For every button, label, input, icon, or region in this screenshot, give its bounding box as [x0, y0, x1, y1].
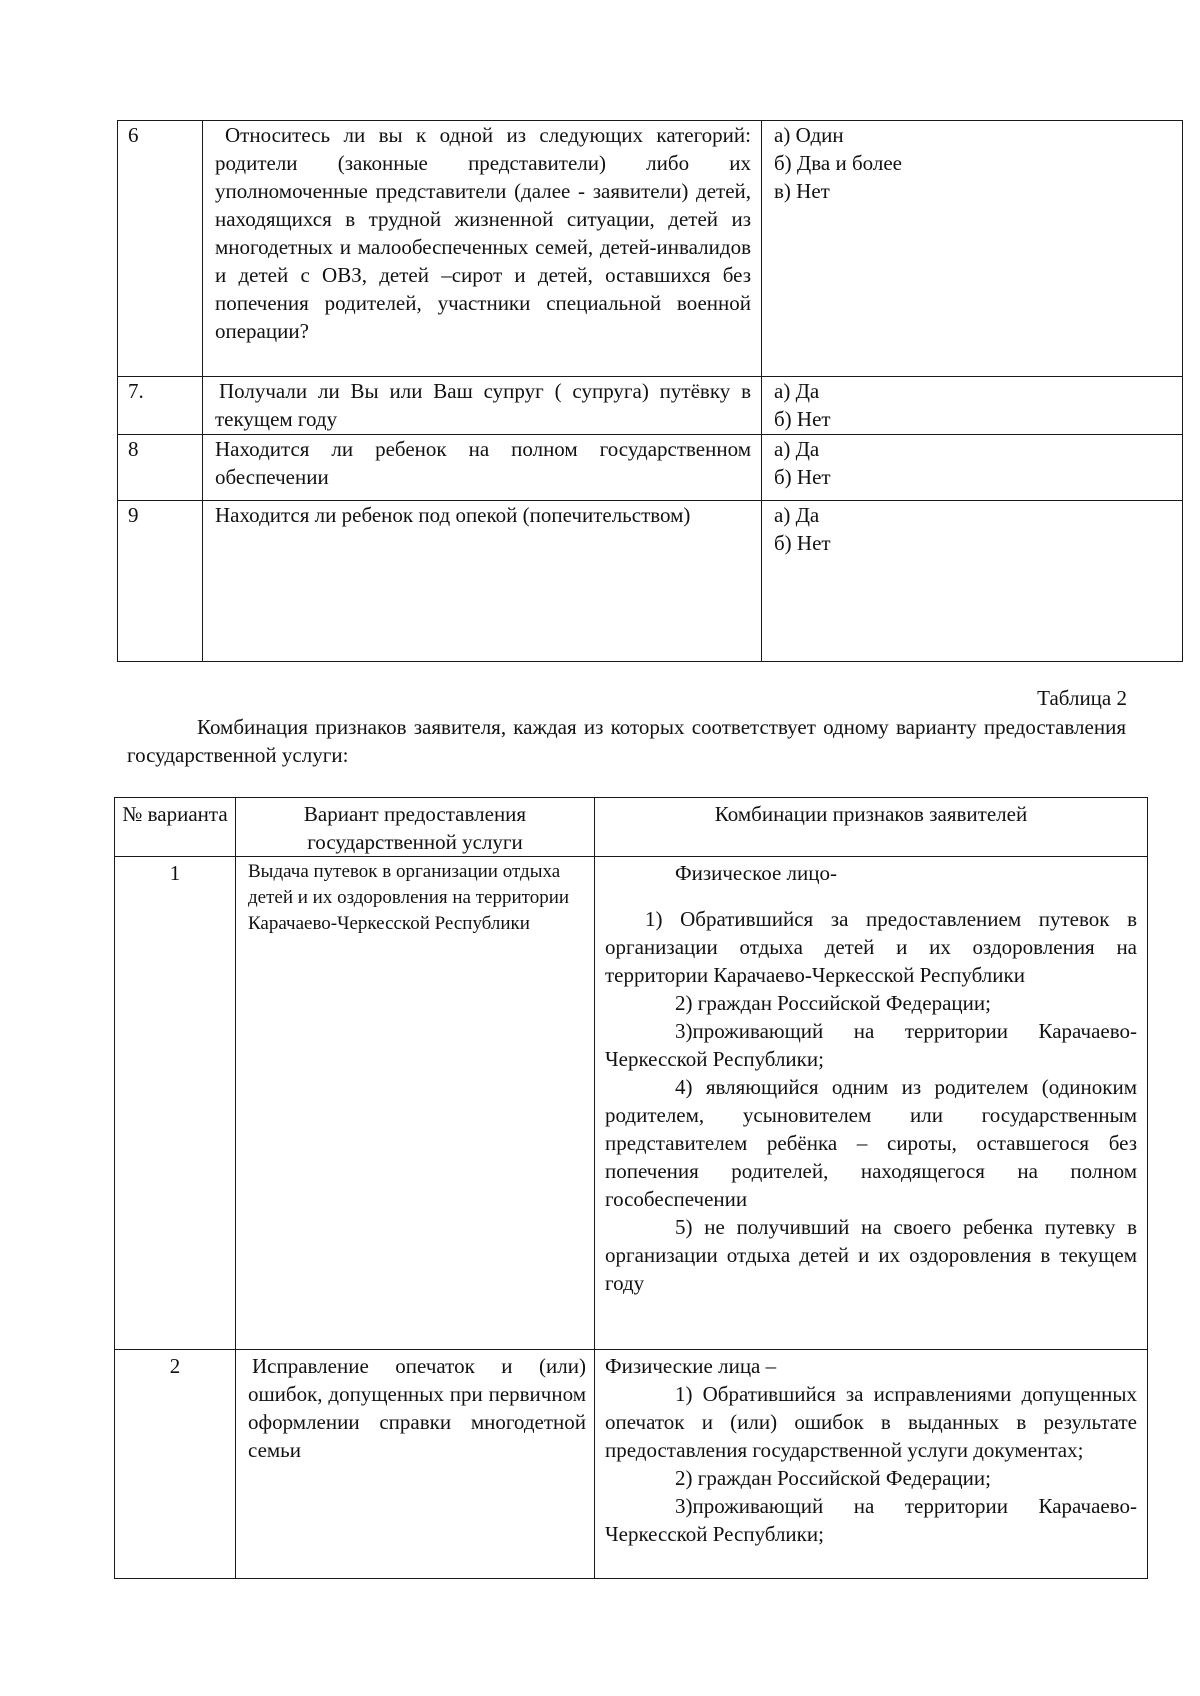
variant-description: Выдача путевок в организации отдыха детей и их оздоровления на территории Карачаево-Черкесской Республики: [236, 857, 595, 1350]
row-number: 9: [118, 501, 203, 662]
answer-option: б) Нет: [774, 407, 831, 431]
row-number: 8: [118, 435, 203, 501]
answer-option: а) Один: [774, 123, 844, 147]
answer-option: а) Да: [774, 503, 820, 527]
criteria-intro: Физические лица –: [605, 1354, 777, 1378]
table-row: [118, 121, 1183, 377]
answer-options: [762, 501, 1183, 662]
criteria-item: 2) граждан Российской Федерации;: [675, 991, 991, 1015]
criteria-item: 2) граждан Российской Федерации;: [675, 1466, 991, 1490]
answer-option: б) Нет: [774, 531, 831, 555]
question-text: Находится ли ребенок под опекой (попечительством): [203, 501, 762, 662]
question-text: Получали ли Вы или Ваш супруг ( супруга) путёвку в текущем году: [203, 377, 762, 435]
answer-options: [762, 435, 1183, 501]
criteria-item: 3)проживающий на территории Карачаево-Черкесской Республики;: [605, 1494, 1137, 1546]
header-variant: Вариант предоставления государственной услуги: [236, 798, 595, 857]
table-row: [118, 501, 1183, 662]
table-row: [115, 857, 1148, 1350]
table-header-row: [115, 798, 1148, 857]
questionnaire-table-continuation: [117, 120, 1183, 662]
row-number: 6: [118, 121, 203, 377]
table-row: [118, 377, 1183, 435]
criteria-item: 1) Обратившийся за предоставлением путевок в организации отдыха детей и их оздоровления на территории Карачаево-Черкесской Республики: [605, 907, 1137, 987]
answer-option: а) Да: [774, 379, 820, 403]
variant-number: 2: [115, 1350, 236, 1579]
table-caption: Таблица 2: [1037, 686, 1127, 710]
variant-number: 1: [115, 857, 236, 1350]
variant-description: Исправление опечаток и (или) ошибок, допущенных при первичном оформлении справки многодетной семьи: [236, 1350, 595, 1579]
variants-table: [114, 797, 1148, 1579]
answer-options: [762, 121, 1183, 377]
header-combinations: Комбинации признаков заявителей: [595, 798, 1148, 857]
intro-paragraph: Комбинация признаков заявителя, каждая из которых соответствует одному варианту предоставления государственной услуги:: [127, 715, 1126, 767]
criteria-item: 3)проживающий на территории Карачаево-Черкесской Республики;: [605, 1019, 1137, 1071]
criteria-item: 5) не получивший на своего ребенка путевку в организации отдыха детей и их оздоровления в текущем году: [605, 1215, 1137, 1295]
question-text: Находится ли ребенок на полном государственном обеспечении: [203, 435, 762, 501]
applicant-criteria: [595, 1350, 1148, 1579]
table-row: [115, 1350, 1148, 1579]
applicant-criteria: [595, 857, 1148, 1350]
table-row: [118, 435, 1183, 501]
criteria-intro: Физическое лицо-: [675, 861, 838, 885]
answer-options: [762, 377, 1183, 435]
header-variant-number: № варианта: [115, 798, 236, 857]
answer-option: а) Да: [774, 437, 820, 461]
answer-option: б) Нет: [774, 465, 831, 489]
question-text: Относитесь ли вы к одной из следующих категорий: родители (законные представители) либо их уполномоченные представители (далее - заявители) детей, находящихся в трудной жизненной ситуации, детей из многодетных и малообеспеченных семей, детей-инвалидов и детей с ОВЗ, детей –сирот и детей, оставшихся без попечения родителей, участники специальной военной операции?: [203, 121, 762, 377]
answer-option: в) Нет: [774, 179, 830, 203]
answer-option: б) Два и более: [774, 151, 902, 175]
criteria-item: 1) Обратившийся за исправлениями допущенных опечаток и (или) ошибок в выданных в результате предоставления государственной услуги документах;: [605, 1382, 1137, 1462]
criteria-item: 4) являющийся одним из родителем (одиноким родителем, усыновителем или государственным представителем ребёнка – сироты, оставшегося без попечения родителей, находящегося на полном гособеспечении: [605, 1075, 1137, 1211]
row-number: 7.: [118, 377, 203, 435]
